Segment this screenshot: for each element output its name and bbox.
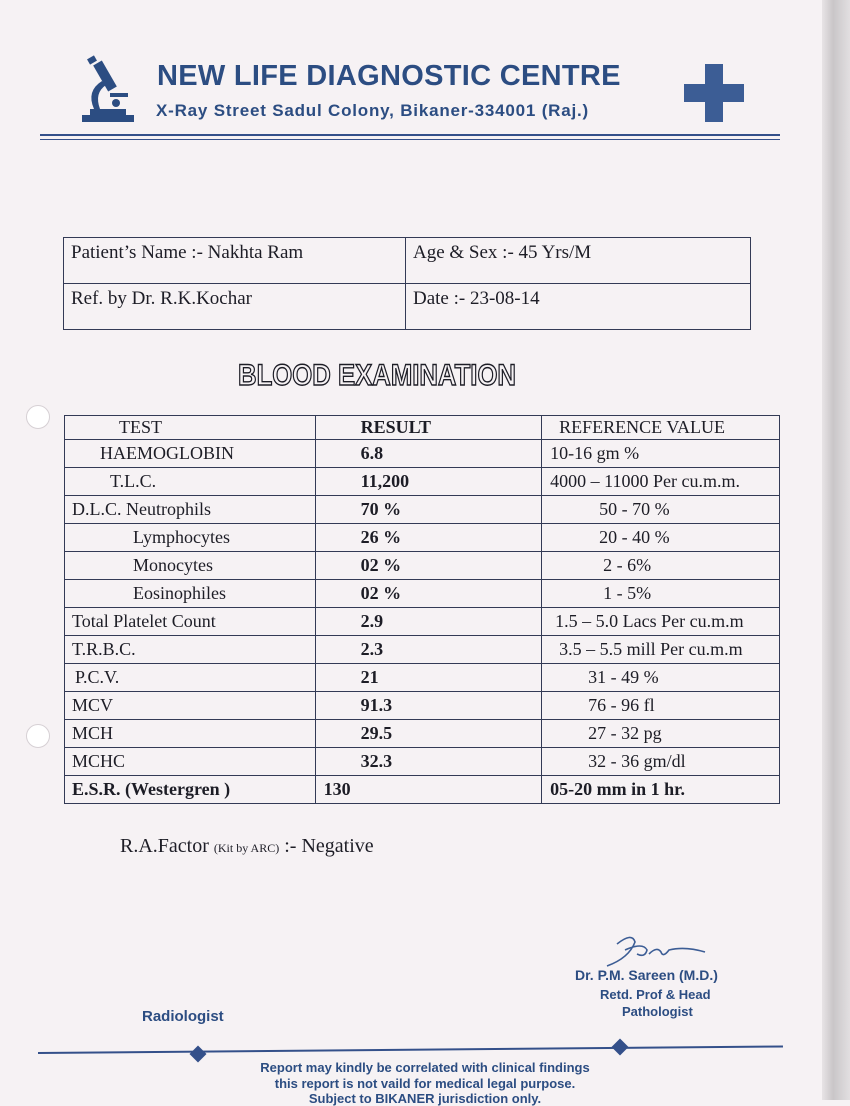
- test-reference: 3.5 – 5.5 mill Per cu.m.m: [542, 636, 780, 664]
- table-row: [65, 776, 780, 804]
- test-name: HAEMOGLOBIN: [65, 440, 316, 468]
- test-name: T.L.C.: [65, 468, 316, 496]
- footer-note-3: Subject to BIKANER jurisdiction only.: [308, 1091, 542, 1106]
- test-result: 11,200: [315, 468, 542, 496]
- table-row: [65, 664, 780, 692]
- test-result: 2.9: [315, 608, 542, 636]
- test-reference: 4000 – 11000 Per cu.m.m.: [542, 468, 780, 496]
- header-reference: REFERENCE VALUE: [542, 416, 780, 440]
- test-reference: 2 - 6%: [542, 552, 780, 580]
- table-row: [65, 636, 780, 664]
- test-result: 91.3: [315, 692, 542, 720]
- test-result: 26 %: [315, 524, 542, 552]
- test-result: 70 %: [315, 496, 542, 524]
- ra-factor-value: :- Negative: [284, 835, 374, 857]
- test-name: T.R.B.C.: [65, 636, 316, 664]
- table-row: [65, 608, 780, 636]
- test-reference: 05-20 mm in 1 hr.: [542, 776, 780, 804]
- test-reference: 1 - 5%: [542, 580, 780, 608]
- punch-hole: [26, 405, 50, 429]
- test-reference: 50 - 70 %: [542, 496, 780, 524]
- footer-diamond-right: [612, 1039, 629, 1056]
- table-row: [65, 720, 780, 748]
- test-name: MCH: [65, 720, 316, 748]
- header-rule: [40, 134, 780, 136]
- header-test: TEST: [65, 416, 316, 440]
- radiologist-label: Radiologist: [142, 1008, 224, 1025]
- centre-name: NEW LIFE DIAGNOSTIC CENTRE: [157, 60, 621, 92]
- test-result: 02 %: [315, 580, 542, 608]
- results-table: [64, 415, 780, 804]
- table-row: [65, 580, 780, 608]
- table-row: [65, 496, 780, 524]
- test-result: 29.5: [315, 720, 542, 748]
- test-reference: 32 - 36 gm/dl: [542, 748, 780, 776]
- header-rule-thin: [40, 139, 780, 140]
- test-name: MCV: [65, 692, 316, 720]
- test-reference: 10-16 gm %: [542, 440, 780, 468]
- page-edge: [822, 0, 850, 1100]
- report-date: Date :- 23-08-14: [406, 284, 751, 330]
- test-result: 21: [315, 664, 542, 692]
- table-row: [65, 552, 780, 580]
- footer-note-1: Report may kindly be correlated with clinical findings: [260, 1060, 590, 1075]
- microscope-icon: [80, 55, 138, 125]
- test-name: P.C.V.: [65, 664, 316, 692]
- ra-factor-label: R.A.Factor: [120, 835, 209, 857]
- test-name: Eosinophiles: [65, 580, 316, 608]
- doctor-role: Pathologist: [622, 1004, 693, 1019]
- footer-rule: [38, 1045, 783, 1054]
- results-header-row: [65, 416, 780, 440]
- exam-title-text: BLOOD EXAMINATION: [238, 359, 516, 392]
- test-result: 6.8: [315, 440, 542, 468]
- footer-note-2: this report is not vaild for medical legal purpose.: [274, 1076, 576, 1091]
- exam-title: [236, 354, 520, 397]
- doctor-name: Dr. P.M. Sareen (M.D.): [575, 967, 718, 983]
- test-result: 2.3: [315, 636, 542, 664]
- punch-hole: [26, 724, 50, 748]
- test-reference: 27 - 32 pg: [542, 720, 780, 748]
- ra-factor-kit: (Kit by ARC): [213, 841, 280, 855]
- doctor-title: Retd. Prof & Head: [600, 987, 711, 1002]
- table-row: [65, 440, 780, 468]
- test-name: Monocytes: [65, 552, 316, 580]
- test-name: Lymphocytes: [65, 524, 316, 552]
- test-result: 02 %: [315, 552, 542, 580]
- patient-info-table: [63, 237, 751, 330]
- test-name: MCHC: [65, 748, 316, 776]
- referred-by: Ref. by Dr. R.K.Kochar: [64, 284, 406, 330]
- test-name: D.L.C. Neutrophils: [65, 496, 316, 524]
- patient-age-sex: Age & Sex :- 45 Yrs/M: [406, 238, 751, 284]
- table-row: [65, 468, 780, 496]
- table-row: [65, 692, 780, 720]
- test-reference: 20 - 40 %: [542, 524, 780, 552]
- table-row: [65, 748, 780, 776]
- test-name: Total Platelet Count: [65, 608, 316, 636]
- test-name: E.S.R. (Westergren ): [65, 776, 316, 804]
- test-reference: 76 - 96 fl: [542, 692, 780, 720]
- test-result: 130: [315, 776, 542, 804]
- test-reference: 31 - 49 %: [542, 664, 780, 692]
- table-row: [65, 524, 780, 552]
- header-result: RESULT: [315, 416, 542, 440]
- ra-factor-line: [120, 835, 374, 858]
- centre-address: X-Ray Street Sadul Colony, Bikaner-334001 (Raj.): [156, 101, 589, 120]
- patient-name: Patient’s Name :- Nakhta Ram: [64, 238, 406, 284]
- test-reference: 1.5 – 5.0 Lacs Per cu.m.m: [542, 608, 780, 636]
- test-result: 32.3: [315, 748, 542, 776]
- medical-cross-icon: [684, 64, 744, 122]
